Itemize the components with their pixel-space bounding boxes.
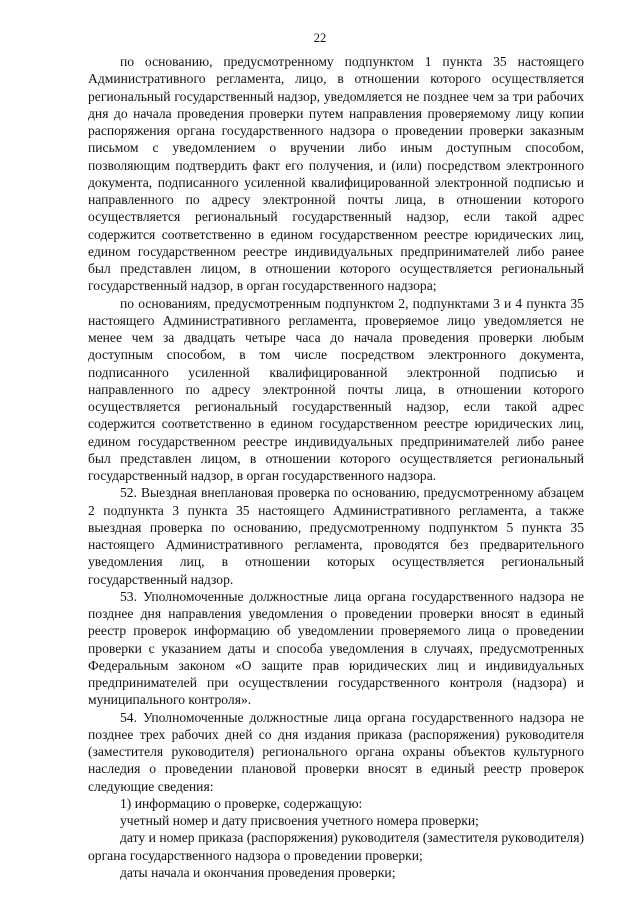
paragraph-item-1: 1) информацию о проверке, содержащую:	[120, 795, 363, 811]
document-body	[88, 53, 584, 881]
paragraph-clause-54: 54. Уполномоченные должностные лица органа государственного надзора не позднее трех рабочих дней со дня издания приказа (распоряжения) руководителя (заместителя руководителя) регионального органа охраны объектов культурного наследия о проведении плановой проверки вносят в единый реестр проверок следующие сведения:	[88, 709, 584, 794]
paragraph-order-date-number: дату и номер приказа (распоряжения) руководителя (заместителя руководителя) органа государственного надзора о проведении проверки;	[88, 830, 584, 863]
page-number: 22	[313, 31, 327, 45]
paragraph-inspection-dates: даты начала и окончания проведения проверки;	[120, 864, 396, 880]
paragraph-registration-number: учетный номер и дату присвоения учетного номера проверки;	[120, 813, 479, 828]
paragraph-notice-twenty-four-hours: по основаниям, предусмотренным подпунктом 2, подпунктами 3 и 4 пункта 35 настоящего Административного регламента, проверяемое лицо уведомляется не менее чем за двадцать четыре часа до начала проведения проверки любым доступным способом, в том числе посредством электронного документа, подписанного усиленной квалифицированной электронной подписью и направленного по адресу электронной почты лица, в отношении которого осуществляется региональный государственный надзор, если такой адрес содержится соответственно в едином государственном реестре юридических лиц, едином государственном реестре индивидуальных предпринимателей либо ранее был представлен лицом, в отношении которого осуществляется региональный государственный надзор, в орган государственного надзора.	[88, 295, 584, 483]
paragraph-notice-three-days: по основанию, предусмотренному подпунктом 1 пункта 35 настоящего Административного регламента, лицо, в отношении которого осуществляется региональный государственный надзор, уведомляется не позднее чем за три рабочих дня до начала проведения проверки путем направления проверяемому лицу копии распоряжения органа государственного надзора о проведении проверки заказным письмом с уведомлением о вручении либо иным доступным способом, позволяющим подтвердить факт его получения, и (или) посредством электронного документа, подписанного усиленной квалифицированной электронной подписью и направленного по адресу электронной почты лица, в отношении которого осуществляется региональный государственный надзор, если такой адрес содержится соответственно в едином государственном реестре юридических лиц, едином государственном реестре индивидуальных предпринимателей либо ранее был представлен лицом, в отношении которого осуществляется региональный государственный надзор, в орган государственного надзора;	[88, 54, 584, 294]
paragraph-clause-53: 53. Уполномоченные должностные лица органа государственного надзора не позднее дня направления уведомления о проведении проверки вносят в единый реестр проверок информацию об уведомлении проверяемого лица о проведении проверки с указанием даты и способа уведомления в случаях, предусмотренных Федеральным законом «О защите прав юридических лиц и индивидуальных предпринимателей при осуществлении государственного контроля (надзора) и муниципального контроля».	[88, 588, 584, 708]
paragraph-clause-52: 52. Выездная внеплановая проверка по основанию, предусмотренному абзацем 2 подпункта 3 пункта 35 настоящего Административного регламента, а также выездная проверка по основанию, предусмотренному подпунктом 5 пункта 35 настоящего Административного регламента, проводятся без предварительного уведомления лиц, в отношении которых осуществляется региональный государственный надзор.	[88, 485, 584, 587]
